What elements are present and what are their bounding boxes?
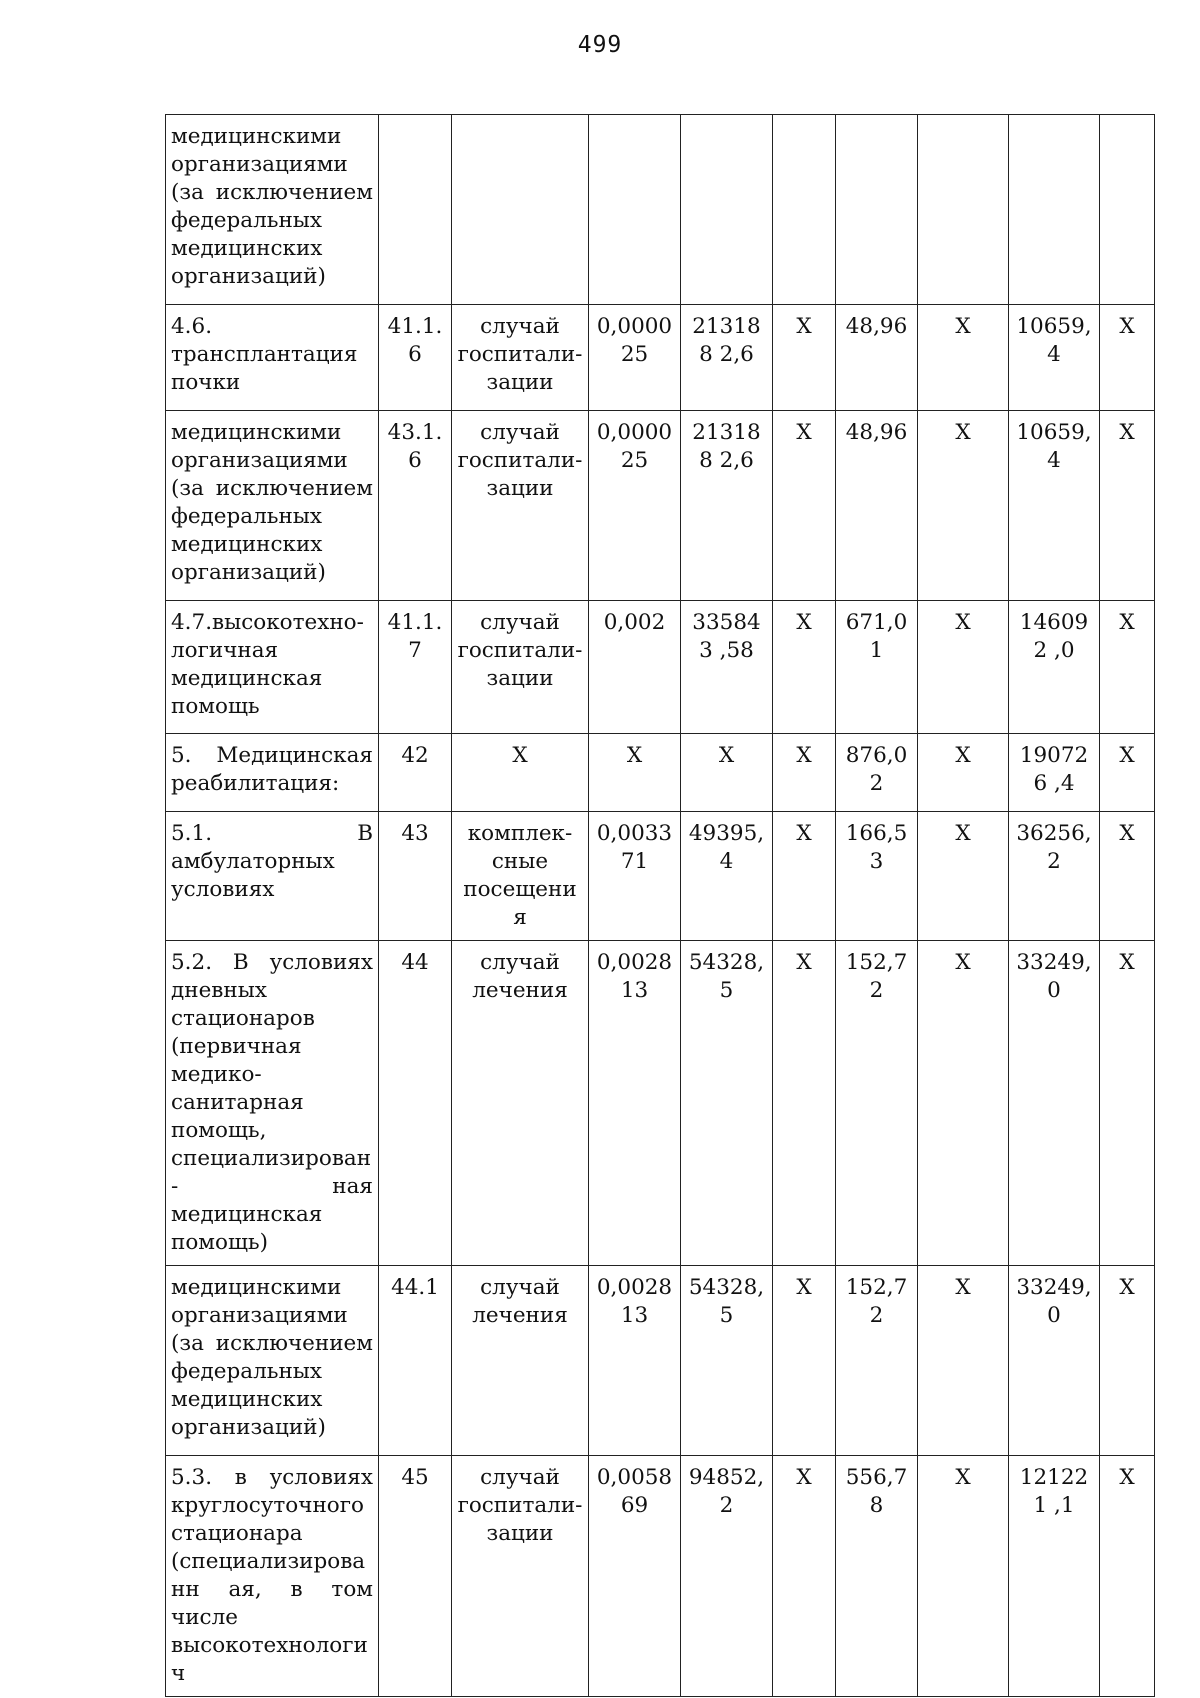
value-cell: 48,96 xyxy=(836,305,918,411)
row-name-cell: 5.1. В амбулаторных условиях xyxy=(166,812,379,941)
norm-cell: X xyxy=(589,734,681,812)
table-row xyxy=(166,734,1155,812)
value-cell: 152,72 xyxy=(836,1266,918,1456)
row-name-cell: 4.6. трансплантация почки xyxy=(166,305,379,411)
value-cell: X xyxy=(773,734,836,812)
value-cell: 190726 ,4 xyxy=(1009,734,1100,812)
value-cell: 10659, 4 xyxy=(1009,411,1100,601)
unit-cell: X xyxy=(452,734,589,812)
value-cell: X xyxy=(773,305,836,411)
code-cell: 44 xyxy=(379,941,452,1266)
value-cell: X xyxy=(918,941,1009,1266)
value-cell: X xyxy=(1100,411,1155,601)
value-cell: X xyxy=(773,941,836,1266)
code-cell: 45 xyxy=(379,1456,452,1697)
value-cell: X xyxy=(918,1456,1009,1697)
unit-cell: комплек- сные посещения xyxy=(452,812,589,941)
value-cell: X xyxy=(1100,734,1155,812)
value-cell: 36256, 2 xyxy=(1009,812,1100,941)
value-cell: X xyxy=(1100,305,1155,411)
code-cell: 43 xyxy=(379,812,452,941)
code-cell: 41.1. 6 xyxy=(379,305,452,411)
code-cell: 44.1 xyxy=(379,1266,452,1456)
code-cell: 41.1. 7 xyxy=(379,601,452,734)
cost-cell: X xyxy=(681,734,773,812)
value-cell xyxy=(1100,115,1155,305)
value-cell: 121221 ,1 xyxy=(1009,1456,1100,1697)
data-table xyxy=(165,114,1155,1697)
value-cell: X xyxy=(918,812,1009,941)
value-cell: 152,72 xyxy=(836,941,918,1266)
cost-cell: 94852, 2 xyxy=(681,1456,773,1697)
cost-cell: 49395, 4 xyxy=(681,812,773,941)
table-row xyxy=(166,1266,1155,1456)
unit-cell: случай госпитали- зации xyxy=(452,601,589,734)
cost-cell xyxy=(681,115,773,305)
unit-cell: случай госпитали- зации xyxy=(452,305,589,411)
value-cell: X xyxy=(918,1266,1009,1456)
value-cell: X xyxy=(773,812,836,941)
value-cell: X xyxy=(918,305,1009,411)
value-cell: X xyxy=(773,1266,836,1456)
value-cell: X xyxy=(918,411,1009,601)
value-cell: X xyxy=(1100,1266,1155,1456)
table-row xyxy=(166,115,1155,305)
row-name-cell: 4.7.высокотехно- логичная медицинская помощь xyxy=(166,601,379,734)
row-name-cell: медицинскими организациями (за исключением федеральных медицинских организаций) xyxy=(166,411,379,601)
value-cell: 556,78 xyxy=(836,1456,918,1697)
unit-cell: случай лечения xyxy=(452,941,589,1266)
value-cell: 10659, 4 xyxy=(1009,305,1100,411)
cost-cell: 335843 ,58 xyxy=(681,601,773,734)
norm-cell: 0,0028 13 xyxy=(589,941,681,1266)
value-cell: X xyxy=(1100,941,1155,1266)
table-row xyxy=(166,601,1155,734)
value-cell: X xyxy=(1100,1456,1155,1697)
cost-cell: 213188 2,6 xyxy=(681,411,773,601)
code-cell xyxy=(379,115,452,305)
norm-cell: 0,002 xyxy=(589,601,681,734)
page-number: 499 xyxy=(577,32,623,58)
cost-cell: 54328, 5 xyxy=(681,941,773,1266)
value-cell: X xyxy=(773,411,836,601)
value-cell xyxy=(773,115,836,305)
unit-cell xyxy=(452,115,589,305)
unit-cell: случай госпитали- зации xyxy=(452,411,589,601)
cost-cell: 54328, 5 xyxy=(681,1266,773,1456)
value-cell: X xyxy=(1100,601,1155,734)
norm-cell: 0,0028 13 xyxy=(589,1266,681,1456)
norm-cell: 0,0000 25 xyxy=(589,305,681,411)
value-cell: 671,01 xyxy=(836,601,918,734)
value-cell: X xyxy=(773,601,836,734)
norm-cell: 0,0058 69 xyxy=(589,1456,681,1697)
row-name-cell: 5.2. В условиях дневных стационаров (первичная медико-санитарная помощь, специализирован- ная медицинская помощь) xyxy=(166,941,379,1266)
value-cell: 33249, 0 xyxy=(1009,1266,1100,1456)
norm-cell xyxy=(589,115,681,305)
table-row xyxy=(166,812,1155,941)
value-cell: X xyxy=(1100,812,1155,941)
norm-cell: 0,0000 25 xyxy=(589,411,681,601)
code-cell: 43.1. 6 xyxy=(379,411,452,601)
row-name-cell: 5.3. в условиях круглосуточного стационара (специализированн ая, в том числе высокотехнологич xyxy=(166,1456,379,1697)
unit-cell: случай лечения xyxy=(452,1266,589,1456)
value-cell xyxy=(1009,115,1100,305)
value-cell xyxy=(836,115,918,305)
value-cell: X xyxy=(918,601,1009,734)
row-name-cell: медицинскими организациями (за исключением федеральных медицинских организаций) xyxy=(166,115,379,305)
norm-cell: 0,0033 71 xyxy=(589,812,681,941)
value-cell: 166,53 xyxy=(836,812,918,941)
cost-cell: 213188 2,6 xyxy=(681,305,773,411)
value-cell xyxy=(918,115,1009,305)
table-row xyxy=(166,411,1155,601)
value-cell: 876,02 xyxy=(836,734,918,812)
value-cell: X xyxy=(773,1456,836,1697)
value-cell: X xyxy=(918,734,1009,812)
table-row xyxy=(166,305,1155,411)
value-cell: 33249, 0 xyxy=(1009,941,1100,1266)
table-row xyxy=(166,941,1155,1266)
value-cell: 146092 ,0 xyxy=(1009,601,1100,734)
table-row xyxy=(166,1456,1155,1697)
value-cell: 48,96 xyxy=(836,411,918,601)
row-name-cell: медицинскими организациями (за исключением федеральных медицинских организаций) xyxy=(166,1266,379,1456)
unit-cell: случай госпитали- зации xyxy=(452,1456,589,1697)
code-cell: 42 xyxy=(379,734,452,812)
row-name-cell: 5. Медицинская реабилитация: xyxy=(166,734,379,812)
